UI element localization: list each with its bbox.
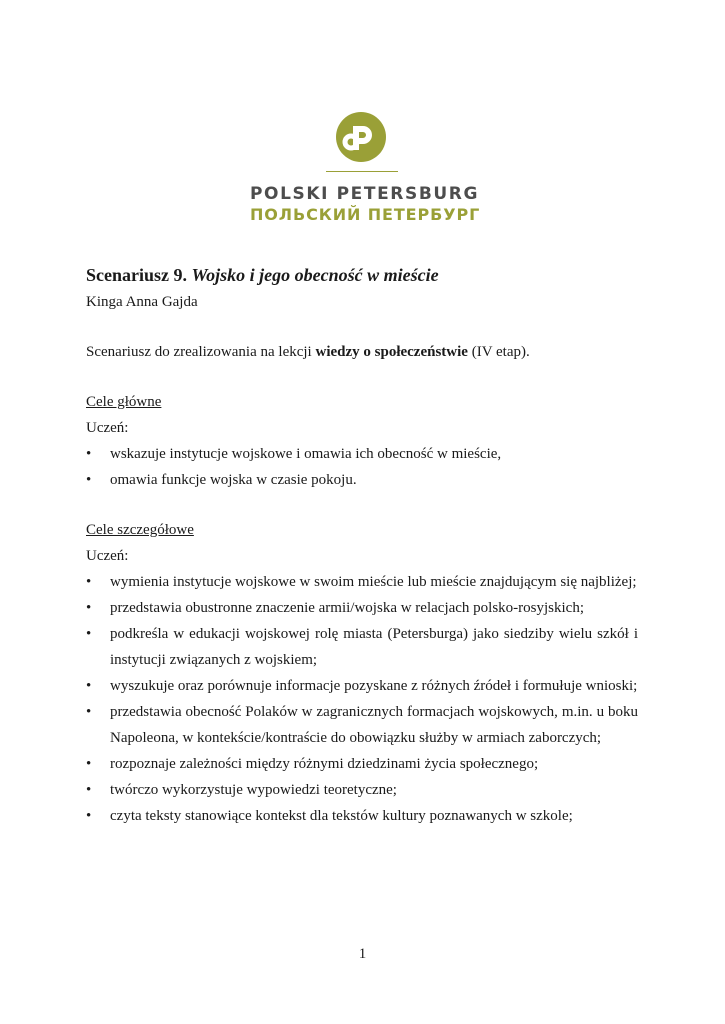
title-prefix: Scenariusz 9. [86,265,187,285]
list-item: • omawia funkcje wojska w czasie pokoju. [86,467,638,493]
section-lead: Uczeń: [86,420,129,436]
list-item: • wyszukuje oraz porównuje informacje pozyskane z różnych źródeł i formułuje wnioski; [86,673,638,699]
list-item: • przedstawia obecność Polaków w zagranicznych formacjach wojskowych, m.in. u boku Napoleona, w kontekście/kontraście do obowiązku służby w armiach zaborczych; [86,699,638,751]
intro-paragraph [86,339,638,365]
list-item: • rozpoznaje zależności między różnymi dziedzinami życia społecznego; [86,751,638,777]
page-number: 1 [358,946,367,962]
list-item: • przedstawia obustronne znaczenie armii/wojska w relacjach polsko-rosyjskich; [86,595,638,621]
intro-bold: wiedzy o społeczeństwie [315,344,468,360]
logo-divider [326,171,398,172]
intro-before: Scenariusz do zrealizowania na lekcji [86,344,316,360]
logo-text-cyrillic: ПОЛЬСКИЙ ПЕТЕРБУРГ [250,205,481,224]
section-heading-detailed-goals: Cele szczegółowe [86,522,194,538]
detailed-goals-list [86,569,638,829]
scenario-title [86,261,638,289]
document-body [86,261,638,829]
intro-after: (IV etap). [467,344,530,360]
main-goals-list [86,441,638,493]
list-item: • twórczo wykorzystuje wypowiedzi teoretyczne; [86,777,638,803]
author: Kinga Anna Gajda [86,294,198,310]
section-lead: Uczeń: [86,548,129,564]
title-italic: Wojsko i jego obecność w mieście [191,265,439,285]
list-item: • czyta teksty stanowiące kontekst dla tekstów kultury poznawanych w szkole; [86,803,638,829]
list-item: • wskazuje instytucje wojskowe i omawia ich obecność w mieście, [86,441,638,467]
list-item: • wymienia instytucje wojskowe w swoim mieście lub mieście znajdującym się najbliżej; [86,569,638,595]
section-heading-main-goals: Cele główne [86,394,162,410]
dp-monogram-icon [336,112,386,162]
list-item: • podkreśla w edukacji wojskowej rolę miasta (Petersburga) jako siedziby wielu szkół i instytucji związanych z wojskiem; [86,621,638,673]
logo-text-latin: POLSKI PETERSBURG [250,184,480,204]
